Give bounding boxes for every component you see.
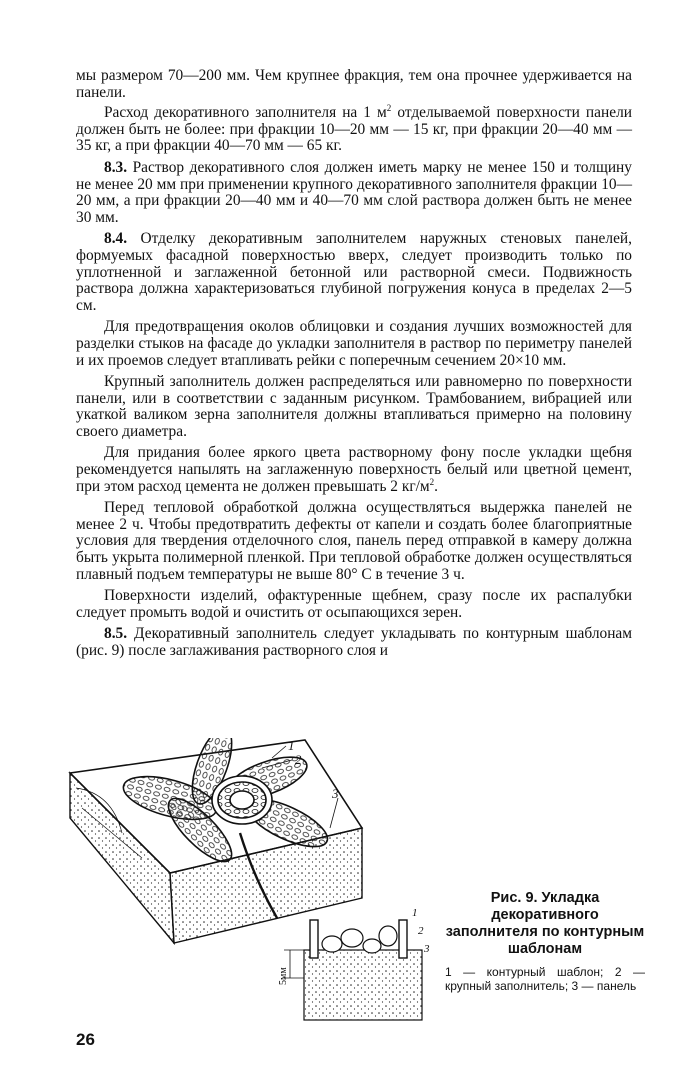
figure-label-2: 2	[295, 752, 302, 767]
detail-label-3: 3	[424, 943, 430, 955]
dimension-label: 5мм	[278, 967, 289, 985]
figure-panel-illustration	[62, 738, 446, 1038]
paragraph-battens: Для предотвращения околов облицовки и создания лучших возможностей для разделки стыков на фасаде до укладки заполнителя в раствор по периметру панелей и их проемов следует втапливать рейки с поперечным сечением 20×10 мм.	[76, 318, 632, 369]
caption-title: Рис. 9. Укладка декоративного заполнителя по контурным шаблонам	[445, 890, 645, 957]
paragraph-continuation: мы размером 70—200 мм. Чем крупнее фракция, тем она прочнее удерживается на панели.	[76, 67, 632, 101]
detail-label-1: 1	[412, 907, 418, 919]
paragraph-aggregate-consumption: Расход декоративного заполнителя на 1 $м^2$ отделываемой поверхности панели должен быть не более: при фракции 10—20 мм — 15 кг, при фракции 20—40 мм — 35 кг, а при фракции 40—70 мм — 65 кг.	[76, 103, 632, 155]
paragraph-8-4: 8.4. Отделку декоративным заполнителем наружных стеновых панелей, формуемых фасадной поверхностью вверх, следует производить только по уплотненной и заглаженной бетонной или растворной смеси. Подвижность раствора должна характеризоваться глубиной погружения конуса в пределах 2—5 см.	[76, 230, 632, 314]
paragraph-heat-treatment: Перед тепловой обработкой должна осуществляться выдержка панелей не менее 2 ч. Чтобы предотвратить дефекты от капели и создать более благоприятные условия для твердения отделочного слоя, панель перед отправкой в камеру должна быть укрыта полимерной пленкой. При тепловой обработке должен осуществляться плавный подъем температуры не выше 80° С в течение 3 ч.	[76, 499, 632, 583]
figure-label-1: 1	[288, 738, 295, 753]
body-text	[76, 68, 632, 665]
figure-caption	[445, 890, 645, 993]
caption-legend: 1 — контурный шаблон; 2 — крупный заполнитель; 3 — панель	[445, 965, 645, 993]
section-number: 8.3.	[104, 158, 128, 176]
paragraph-distribution: Крупный заполнитель должен распределяться или равномерно по поверхности панели, или в соответствии с заданным рисунком. Трамбованием, вибрацией или укаткой валиком зерна заполнителя должны втапливаться примерно на половину своего диаметра.	[76, 373, 632, 440]
figure-label-3: 3	[332, 786, 339, 801]
paragraph-washing: Поверхности изделий, офактуренные щебнем, сразу после их распалубки следует промыть водой и очистить от осыпающихся зерен.	[76, 587, 632, 621]
detail-label-2: 2	[418, 925, 424, 937]
page-number: 26	[76, 1030, 95, 1049]
paragraph-cement-spray: Для придания более яркого цвета растворному фону после укладки щебня рекомендуется напылять на заглаженную поверхность белый или цветной цемент, при этом расход цемента не должен превышать 2 $кг/м^2$.	[76, 444, 632, 495]
paragraph-8-5: 8.5. Декоративный заполнитель следует укладывать по контурным шаблонам (рис. 9) после заглаживания растворного слоя и	[76, 625, 632, 659]
section-detail	[278, 907, 430, 1020]
section-number: 8.5.	[104, 625, 128, 643]
paragraph-8-3: 8.3. Раствор декоративного слоя должен иметь марку не менее 150 и толщину не менее 20 мм при применении крупного декоративного заполнителя фракции 10—20 мм, а при фракции 20—40 мм и 40—70 мм слой раствора должен быть не менее 30 мм.	[76, 158, 632, 226]
section-number: 8.4.	[104, 230, 128, 248]
